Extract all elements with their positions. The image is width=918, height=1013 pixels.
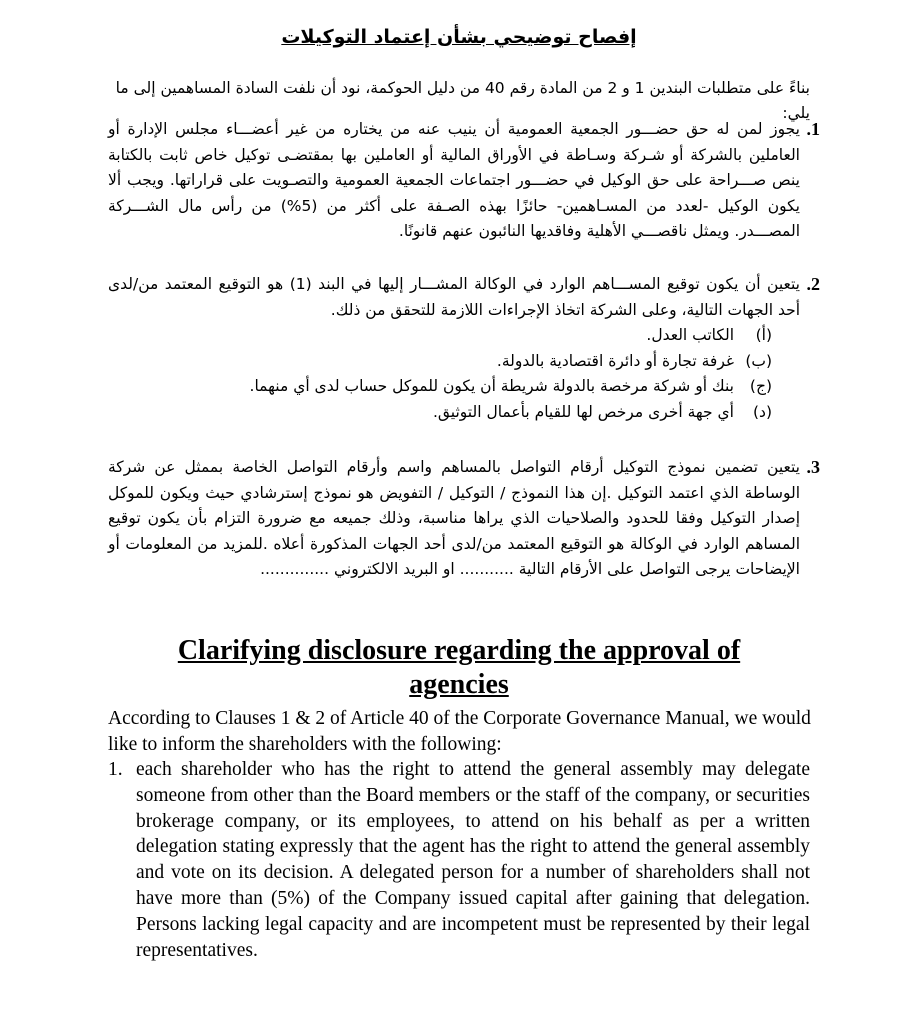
arabic-item-text: يتعين تضمين نموذج التوكيل أرقام التواصل بالمساهم واسم وأرقام التواصل الخاصة بممثل عن شركة الوساطة الذي اعتمد التوكيل .إن هذا النموذج / التوكيل / التفويض هو نموذج إسترشادي حيث ويكون للموكل إصدار التوكيل وفقا للحدود والصلاحيات الذي يراها مناسبة، وذلك جميعه مع ضرورة التزام بأن يكون توقيع المساهم الوارد في الوكالة هو التوقيع المعتمد من/لدى أحد الجهات المذكورة أعلاه .للمزيد من المعلومات أو الإيضاحات يرجى التواصل على الأرقام التالية ........... او البريد الالكتروني ..............	[108, 458, 800, 578]
english-item-text: each shareholder who has the right to attend the general assembly may delegate someone from other than the Board members or the staff of the company, or securities brokerage company, or its employees, to attend on his behalf as per a written delegation stating expressly that the agent has the right to attend the general assembly and vote on its decision. A delegated person for a number of shareholders shall not have more than (5%) of the Company issued capital after gaining that delegation. Persons lacking legal capacity and are incompetent must be represented by their legal representatives.	[136, 759, 810, 961]
arabic-item-text: يتعين أن يكون توقيع المســـاهم الوارد في الوكالة المشـــار إليها في البند (1) هو التوقيع المعتمد من/لدى أحد الجهات التالية، وعلى الشركة اتخاذ الإجراءات اللازمة للتحقق من ذلك.	[108, 275, 800, 319]
arabic-sub-item	[108, 400, 772, 426]
english-title	[0, 634, 918, 702]
sub-item-text: غرفة تجارة أو دائرة اقتصادية بالدولة.	[496, 351, 734, 370]
english-item-number: 1.	[108, 759, 123, 780]
sub-item-marker: (ج)	[749, 377, 772, 395]
arabic-sub-item	[108, 374, 772, 400]
arabic-item-number: 1.	[806, 119, 820, 139]
english-title-line-2: agencies	[409, 669, 509, 700]
sub-item-text: الكاتب العدل.	[646, 326, 734, 344]
arabic-intro: بناءً على متطلبات البندين 1 و 2 من المادة رقم 40 من دليل الحوكمة، نود أن نلفت السادة المساهمين إلى ما يلي:	[115, 78, 810, 122]
english-intro: According to Clauses 1 & 2 of Article 40 of the Corporate Governance Manual, we would like to inform the shareholders with the following:	[108, 708, 811, 755]
arabic-list-item-3	[108, 455, 820, 583]
arabic-item-number: 2.	[806, 274, 820, 294]
sub-item-marker: (ب)	[745, 351, 772, 370]
arabic-sub-item	[108, 349, 772, 375]
sub-item-text: بنك أو شركة مرخصة بالدولة شريطة أن يكون للموكل حساب لدى أي منهما.	[249, 377, 734, 395]
arabic-item-text: يجوز لمن له حق حضـــور الجمعية العمومية أن ينيب عنه من يختاره من غير أعضـــاء مجلس الإدارة أو العاملين بالشركة أو شـركة وسـاطة في الأوراق المالية أو العاملين بها بمقتضـى توكيل خاص ثابت بالكتابة ينص صـــراحة على حق الوكيل في حضـــور اجتماعات الجمعية العمومية والتصـويت على قراراتها. ويجب ألا يكون الوكيل -لعدد من المسـاهمين- حائزًا بهذه الصـفة على أكثر من (5%) من رأس مال الشـــركة المصـــدر. ويمثل ناقصـــي الأهلية وفاقديها النائبون عنهم قانونًا.	[108, 120, 800, 240]
arabic-item-number: 3.	[806, 457, 820, 477]
arabic-sub-item	[108, 323, 772, 349]
english-list-item-1	[108, 757, 810, 963]
english-title-line-1: Clarifying disclosure regarding the approval of	[177, 635, 741, 666]
sub-item-text: أي جهة أخرى مرخص لها للقيام بأعمال التوثيق.	[432, 402, 734, 421]
arabic-title: إفصاح توضيحي بشأن إعتماد التوكيلات	[281, 26, 637, 48]
sub-item-marker: (د)	[753, 402, 772, 421]
arabic-sub-list	[108, 323, 820, 425]
sub-item-marker: (أ)	[755, 326, 772, 344]
arabic-list-item-2	[108, 272, 820, 425]
arabic-list-item-1	[108, 117, 820, 245]
